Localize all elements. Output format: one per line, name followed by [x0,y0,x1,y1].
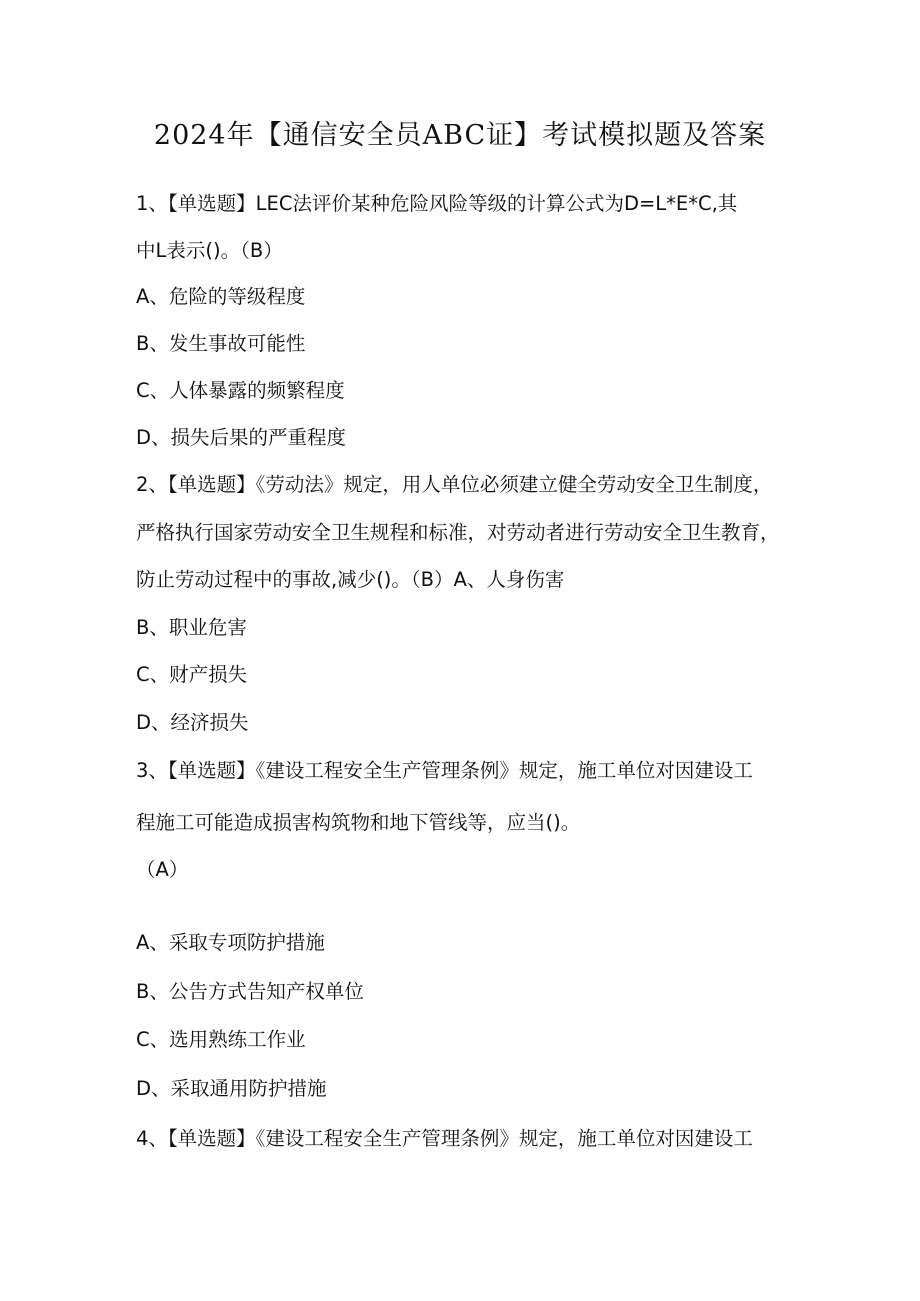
question-1-option-d: D、损失后果的严重程度 [136,426,347,449]
question-2-option-c: C、财产损失 [136,663,248,686]
question-1-option-b: B、发生事故可能性 [136,332,306,355]
question-1-stem-line-1: 1、【单选题】LEC法评价某种危险风险等级的计算公式为D=L*E*C,其 [136,192,738,215]
question-3-option-c: C、选用熟练工作业 [136,1028,306,1051]
question-1-stem-line-2: 中L表示()。（B） [136,239,283,262]
question-3-option-d: D、采取通用防护措施 [136,1077,327,1100]
document-title: 2024年【通信安全员ABC证】考试模拟题及答案 [153,120,767,151]
question-1-option-a: A、危险的等级程度 [136,285,306,308]
question-3-option-a: A、采取专项防护措施 [136,931,325,954]
question-2-stem-line-1: 2、【单选题】《劳动法》规定，用人单位必须建立健全劳动安全卫生制度， [136,473,773,496]
question-4-stem-line-1: 4、【单选题】《建设工程安全生产管理条例》规定，施工单位对因建设工 [136,1127,753,1150]
question-2-option-b: B、职业危害 [136,616,247,639]
question-2-stem-line-3: 防止劳动过程中的事故,减少()。（B）A、人身伤害 [136,568,565,591]
question-3-stem-line-1: 3、【单选题】《建设工程安全生产管理条例》规定，施工单位对因建设工 [136,759,753,782]
question-2-option-d: D、经济损失 [136,711,249,734]
question-3-option-b: B、公告方式告知产权单位 [136,980,364,1003]
question-2-stem-line-2: 严格执行国家劳动安全卫生规程和标准，对劳动者进行劳动安全卫生教育， [136,521,780,544]
question-3-stem-line-2: 程施工可能造成损害构筑物和地下管线等，应当()。 [136,811,581,834]
question-3-answer: （A） [136,858,189,881]
question-1-option-c: C、人体暴露的频繁程度 [136,379,345,402]
